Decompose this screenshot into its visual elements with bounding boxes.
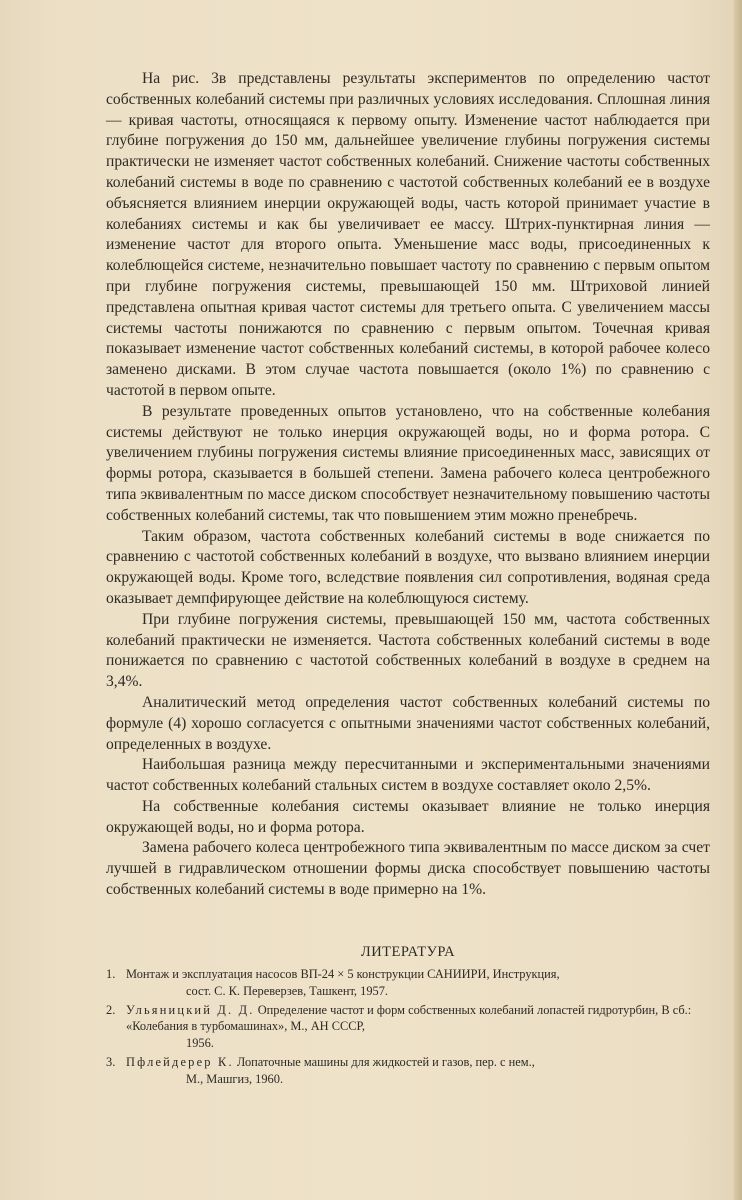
reference-item: [106, 1054, 710, 1088]
reference-body: [120, 1054, 710, 1088]
reference-body: [120, 966, 710, 1000]
reference-number: 2.: [106, 1002, 116, 1017]
paragraph: На рис. 3в представлены результаты экспериментов по определению частот собственных колебаний системы при различных условиях исследования. Сплошная линия — кривая частоты, относящаяся к первому опыту. Изменение частот наблюдается при глубине погружения до 150 мм, дальнейшее увеличение глубины погружения системы практически не изменяет частот собственных колебаний. Снижение частоты собственных колебаний системы в воде по сравнению с частотой собственных колебаний ее в воздухе объясняется влиянием инерции окружающей воды, часть которой принимает участие в колебаниях системы и как бы увеличивает ее массу. Штрих-пунктирная линия — изменение частот для второго опыта. Уменьшение масс воды, присоединенных к колеблющейся системе, незначительно повышает частоту по сравнению с первым опытом при глубине погружения системы, превышающей 150 мм. Штриховой линией представлена опытная кривая частот системы для третьего опыта. С увеличением массы системы частоты понижаются по сравнению с первым опытом. Точечная кривая показывает изменение частот собственных колебаний системы, в которой рабочее колесо заменено дисками. В этом случае частота повышается (около 1%) по сравнению с частотой в первом опыте.: [106, 70, 710, 399]
paragraph: Аналитический метод определения частот собственных колебаний системы по формуле (4) хорошо согласуется с опытными значениями частот собственных колебаний, определенных в воздухе.: [106, 693, 710, 753]
reference-number: 1.: [106, 967, 116, 981]
reference-item: [106, 966, 710, 1000]
body-text: [106, 69, 710, 901]
reference-author: Пфлейдерер К.: [126, 1054, 234, 1069]
reference-text: Монтаж и эксплуатация насосов ВП-24 × 5 конструкции САНИИРИ, Инструкция,: [126, 967, 560, 981]
book-spine-edge: [734, 0, 742, 1200]
paragraph: Таким образом, частота собственных колебаний системы в воде снижается по сравнению с частотой собственных колебаний в воздухе, что вызвано влиянием инерции окружающей воды. Кроме того, вследствие появления сил сопротивления, водяная среда оказывает демпфирующее действие на колеблющуюся систему.: [106, 527, 710, 607]
paragraph: В результате проведенных опытов установлено, что на собственные колебания системы действуют не только инерция окружающей воды, но и форма ротора. С увеличением глубины погружения системы влияние присоединенных масс, зависящих от формы ротора, сказывается в большей степени. Замена рабочего колеса центробежного типа эквивалентным по массе диском способствует незначительному повышению частоты собственных колебаний системы, так что повышением этим можно пренебречь.: [106, 402, 710, 524]
reference-text-cont: М., Машгиз, 1960.: [186, 1071, 284, 1086]
reference-number: 3.: [106, 1054, 116, 1069]
reference-list: [106, 966, 710, 1090]
reference-text: Определение частот и форм собственных колебаний лопастей гидротурбин, В сб.: «Колебания в турбомашинах», М., АН СССР,: [126, 1002, 692, 1034]
paragraph: На собственные колебания системы оказывает влияние не только инерция окружающей воды, но и форма ротора.: [106, 797, 710, 836]
reference-body: [120, 1002, 710, 1052]
literature-heading: ЛИТЕРАТУРА: [360, 944, 456, 960]
reference-text: Лопаточные машины для жидкостей и газов, пер. с нем.,: [236, 1054, 535, 1069]
paragraph: Замена рабочего колеса центробежного типа эквивалентным по массе диском за счет лучшей в гидравлическом отношении формы диска способствует повышению частоты собственных колебаний системы в воде примерно на 1%.: [106, 839, 710, 899]
paragraph: Наибольшая разница между пересчитанными и экспериментальными значениями частот собственных колебаний стальных систем в воздухе составляет около 2,5%.: [106, 756, 710, 795]
reference-author: Ульяницкий Д. Д.: [126, 1002, 255, 1017]
reference-item: [106, 1002, 710, 1052]
reference-text-cont: 1956.: [186, 1036, 214, 1051]
reference-text-cont: сост. С. К. Переверзев, Ташкент, 1957.: [186, 983, 389, 998]
paragraph: При глубине погружения системы, превышающей 150 мм, частота собственных колебаний практически не изменяется. Частота собственных колебаний системы в воде понижается по сравнению с частотой собственных колебаний в воздухе в среднем на 3,4%.: [106, 610, 710, 691]
